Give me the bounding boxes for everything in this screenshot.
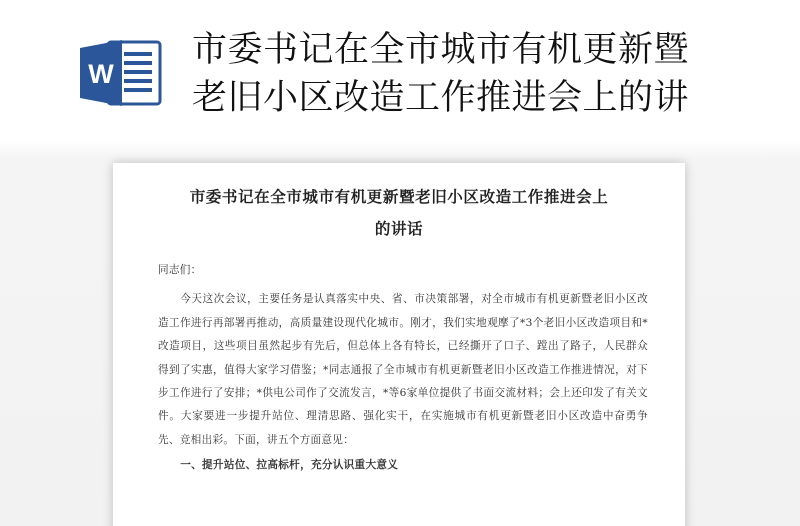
header-banner [0, 0, 800, 140]
document-page [113, 163, 685, 526]
word-icon [78, 38, 164, 108]
header-title [192, 26, 782, 122]
document-title [153, 181, 645, 245]
document-body [158, 259, 648, 478]
paragraph-1: 今天这次会议，主要任务是认真落实中央、省、市决策部署，对全市城市有机更新暨老旧小区改造工作进行再部署再推动，高质量建设现代化城市。刚才，我们实地观摩了*3个老旧小区改造项目和*改造项目，这些项目虽然起步有先后，但总体上各有特长，已经撕开了口子、蹚出了路子，人民群众得到了实惠，值得大家学习借鉴；*同志通报了全市城市有机更新暨老旧小区改造工作推进情况，对下步工作进行了安排；*供电公司作了交流发言，*等6家单位提供了书面交流材料；会上还印发了有关文件。大家要进一步提升站位、理清思路、强化实干，在实施城市有机更新暨老旧小区改造中奋勇争先、竞相出彩。下面，讲五个方面意见： [158, 293, 648, 446]
section-1-heading: 一、提升站位、拉高标杆，充分认识重大意义 [180, 459, 399, 472]
header-title-line1: 市委书记在全市城市有机更新暨 [192, 30, 690, 70]
header-title-line2: 老旧小区改造工作推进会上的讲 [192, 78, 690, 118]
svg-text:W: W [88, 59, 114, 89]
document-title-line2: 的讲话 [374, 219, 424, 238]
salutation: 同志们： [158, 264, 202, 276]
document-title-line1: 市委书记在全市城市有机更新暨老旧小区改造工作推进会上 [189, 187, 609, 206]
